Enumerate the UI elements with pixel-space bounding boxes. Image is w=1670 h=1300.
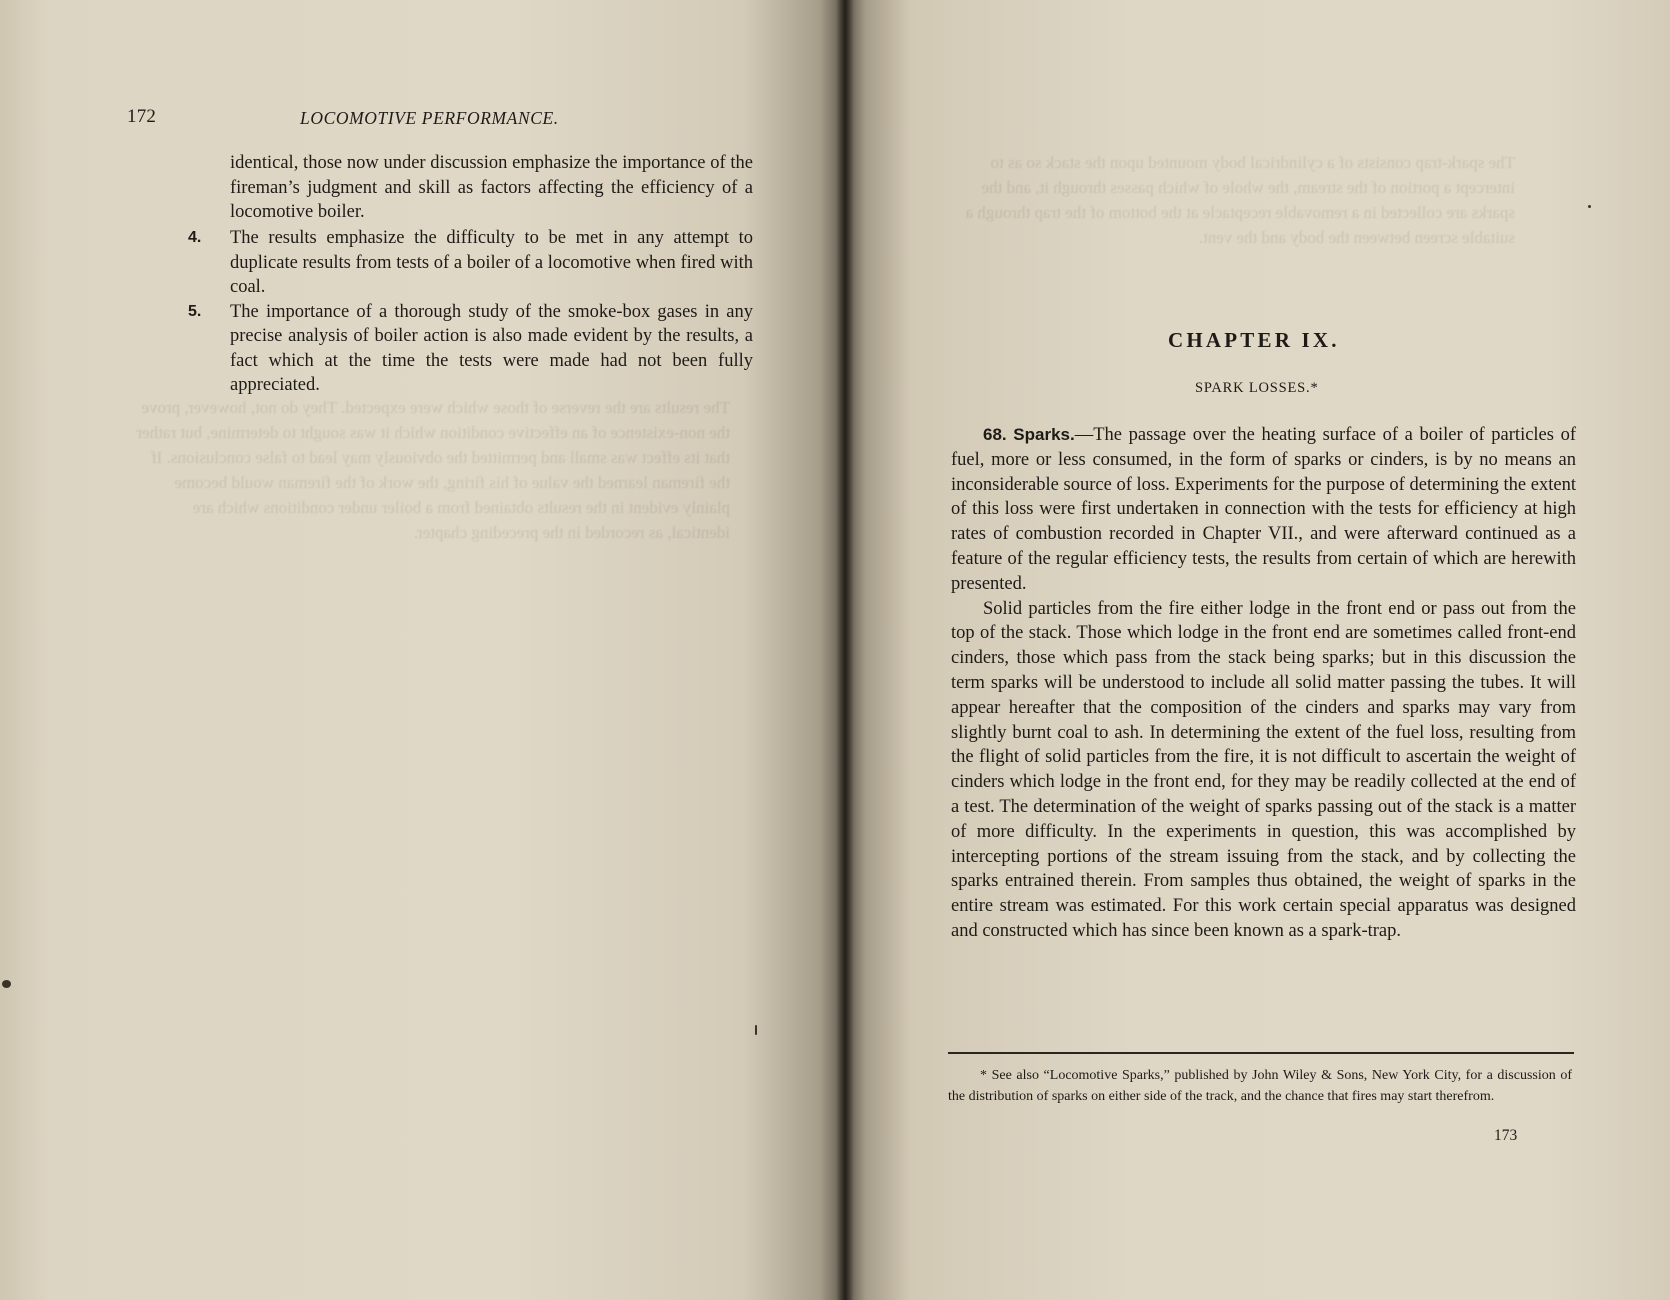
list-item-text: The importance of a thorough study of the smoke-box gases in any precise analysis of boiler action is also made evident by the results, a fact which at the time the tests were made had not been fully appreciated. xyxy=(230,301,753,395)
list-item-number: 4. xyxy=(188,229,202,246)
list-item-text: The results emphasize the difficulty to be met in any attempt to duplicate results from tests of a boiler of a locomotive when fired with coal. xyxy=(230,228,753,297)
continued-paragraph: identical, those now under discussion emphasize the importance of the fireman’s judgment and skill as factors affecting the efficiency of a locomotive boiler. xyxy=(230,153,753,222)
bleed-through-left: The results are the reverse of those which were expected. They do not, however, prove the non-existence of an effective condition which it was sought to determine, but rather that its effect was small and permitted the obviously may lead to false conclusions. If the fireman learned the value of his firing, the work of the fireman would become plainly evident in the results obtained from a boiler under conditions which are identical, as recorded in the preceding chapter. xyxy=(136,398,730,542)
list-item xyxy=(188,226,753,300)
paragraph-sparks xyxy=(951,423,1576,597)
paragraph-solid-particles: Solid particles from the fire either lodge in the front end or pass out from the top of the stack. Those which lodge in the front end are sometimes called front-end cinders, those which pass from the stack being sparks; but in this discussion the term sparks will be understood to include all solid matter passing the tubes. It will appear hereafter that the composition of the cinders and sparks may vary from slightly burnt coal to ash. In determining the extent of the fuel loss, resulting from the flight of solid particles from the fire, it is not difficult to ascertain the weight of cinders which lodge in the front end, for they may be readily collected at the end of a test. The determination of the weight of sparks passing out of the stack is a matter of more difficulty. In the experiments in question, this was accomplished by intercepting portions of the stream issuing from the stack, and by collecting the sparks entrained therein. From samples thus obtained, the weight of sparks in the entire stream was estimated. For this work certain special apparatus was designed and constructed which has since been known as a spark-trap. xyxy=(951,598,1576,941)
section-number: 68. xyxy=(983,425,1007,444)
chapter-heading: CHAPTER IX. xyxy=(1168,328,1340,352)
footnote-rule xyxy=(948,1052,1574,1054)
list-item-number: 5. xyxy=(188,302,202,320)
footnote: * See also “Locomotive Sparks,” published by John Wiley & Sons, New York City, for a discussion of the distribution of sparks on either side of the track, and the chance that fires may start therefrom. xyxy=(948,1068,1572,1104)
section-label: Sparks. xyxy=(1013,425,1075,444)
conclusion-list xyxy=(188,226,753,398)
right-page-number: 173 xyxy=(1494,1127,1518,1144)
chapter-body xyxy=(951,423,1576,944)
chapter-subtitle: SPARK LOSSES.* xyxy=(1195,380,1319,396)
left-page-number: 172 xyxy=(127,106,157,127)
list-item xyxy=(188,300,753,398)
bleed-through-right: The spark-trap consists of a cylindrical body mounted upon the stack so as to intercept a portion of the stream, the whole of which passes through it, and the sparks are collected in a removable receptacle at the bottom of the trap through a suitable screen between the body and the vent. xyxy=(965,153,1515,247)
paper-blemish xyxy=(1588,205,1591,208)
paper-blemish xyxy=(755,1025,757,1035)
running-title: LOCOMOTIVE PERFORMANCE. xyxy=(300,108,559,128)
paragraph-text: —The passage over the heating surface of a boiler of particles of fuel, more or less consumed, in the form of sparks or cinders, is by no means an inconsiderable source of loss. Experiments for the purpose of determining the extent of this loss were first undertaken in connection with the tests for efficiency at high rates of combustion recorded in Chapter VII., and were afterward continued as a feature of the regular efficiency tests, the results from certain of which are herewith presented. xyxy=(951,425,1577,594)
book-gutter xyxy=(836,0,854,1300)
paper-blemish xyxy=(2,980,11,988)
